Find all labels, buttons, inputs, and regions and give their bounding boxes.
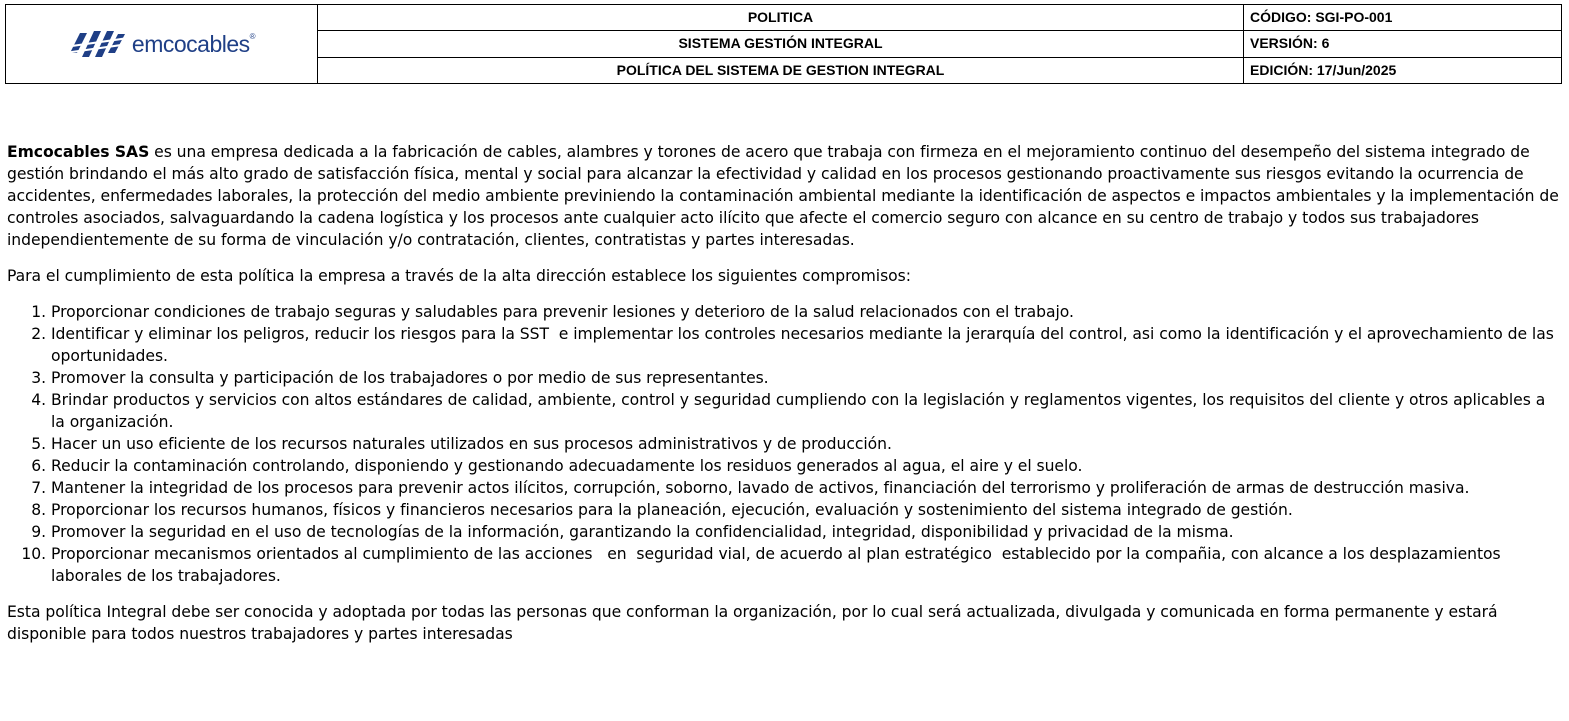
item-text: Promover la consulta y participación de los trabajadores o por medio de sus representantes. bbox=[51, 369, 769, 387]
logo-cell bbox=[6, 5, 318, 84]
list-item bbox=[7, 499, 1562, 521]
item-number: 1. bbox=[31, 303, 47, 321]
list-item bbox=[7, 543, 1562, 587]
list-item bbox=[7, 455, 1562, 477]
item-number: 6. bbox=[31, 457, 47, 475]
logo-wordmark: emcocables® bbox=[131, 30, 256, 57]
item-number: 10. bbox=[21, 545, 47, 563]
item-number: 7. bbox=[31, 479, 47, 497]
system-cell: SISTEMA GESTIÓN INTEGRAL bbox=[318, 31, 1244, 57]
document-header-table bbox=[5, 4, 1562, 84]
edition-cell: EDICIÓN: 17/Jun/2025 bbox=[1244, 57, 1562, 83]
intro-text: es una empresa dedicada a la fabricación de cables, alambres y torones de acero que trabaja con firmeza en el mejoramiento continuo del desempeño del sistema integrado de gestión brindando el más alto grado de satisfacción física, mental y social para alcanzar la efectividad y calidad en los procesos gestionando proactivamente sus riesgos evitando la ocurrencia de accidentes, enfermedades laborales, la protección del medio ambiente previniendo la contaminación ambiental mediante la identificación de aspectos e impactos ambientales y la implementación de controles asociados, salvaguardando la cadena logística y los procesos ante cualquier acto ilícito que afecte el comercio seguro con alcance en su centro de trabajo y todos sus trabajadores independientemente de su forma de vinculación y/o contratación, clientes, contratistas y partes interesadas. bbox=[7, 143, 1559, 249]
item-number: 2. bbox=[31, 325, 47, 343]
list-item bbox=[7, 477, 1562, 499]
policy-title-cell: POLÍTICA DEL SISTEMA DE GESTION INTEGRAL bbox=[318, 57, 1244, 83]
item-number: 4. bbox=[31, 391, 47, 409]
item-text: Brindar productos y servicios con altos estándares de calidad, ambiente, control y seguridad cumpliendo con la legislación y reglamentos vigentes, los requisitos del cliente y otros aplicables a la organización. bbox=[51, 391, 1551, 431]
closing-paragraph: Esta política Integral debe ser conocida y adoptada por todas las personas que conforman la organización, por lo cual será actualizada, divulgada y comunicada en forma permanente y estará disponible para todos nuestros trabajadores y partes interesadas bbox=[7, 603, 1498, 643]
list-item bbox=[7, 301, 1562, 323]
item-number: 8. bbox=[31, 501, 47, 519]
intro-paragraph bbox=[7, 141, 1562, 251]
item-text: Proporcionar condiciones de trabajo seguras y saludables para prevenir lesiones y deterioro de la salud relacionados con el trabajo. bbox=[51, 303, 1074, 321]
item-text: Identificar y eliminar los peligros, reducir los riesgos para la SST e implementar los controles necesarios mediante la jerarquía del control, asi como la identificación y el aprovechamiento de las oportunidades. bbox=[51, 325, 1559, 365]
item-text: Reducir la contaminación controlando, disponiendo y gestionando adecuadamente los residuos generados al agua, el aire y el suelo. bbox=[51, 457, 1083, 475]
item-text: Proporcionar los recursos humanos, físicos y financieros necesarios para la planeación, ejecución, evaluación y sostenimiento del sistema integrado de gestión. bbox=[51, 501, 1293, 519]
emcocables-logo-icon bbox=[68, 26, 132, 62]
company-name: Emcocables SAS bbox=[7, 143, 150, 161]
commitments-list bbox=[7, 301, 1562, 587]
list-item bbox=[7, 323, 1562, 367]
list-item bbox=[7, 521, 1562, 543]
item-text: Hacer un uso eficiente de los recursos naturales utilizados en sus procesos administrativos y de producción. bbox=[51, 435, 892, 453]
doc-type-cell: POLITICA bbox=[318, 5, 1244, 31]
item-number: 9. bbox=[31, 523, 47, 541]
company-logo bbox=[52, 5, 271, 83]
code-cell: CÓDIGO: SGI-PO-001 bbox=[1244, 5, 1562, 31]
item-text: Mantener la integridad de los procesos para prevenir actos ilícitos, corrupción, soborno, lavado de activos, financiación del terrorismo y proliferación de armas de destrucción masiva. bbox=[51, 479, 1470, 497]
commitments-lead: Para el cumplimiento de esta política la empresa a través de la alta dirección establece los siguientes compromisos: bbox=[7, 267, 911, 285]
item-number: 5. bbox=[31, 435, 47, 453]
list-item bbox=[7, 389, 1562, 433]
item-text: Promover la seguridad en el uso de tecnologías de la información, garantizando la confidencialidad, integridad, disponibilidad y privacidad de la misma. bbox=[51, 523, 1234, 541]
version-cell: VERSIÓN: 6 bbox=[1244, 31, 1562, 57]
list-item bbox=[7, 433, 1562, 455]
item-text: Proporcionar mecanismos orientados al cumplimiento de las acciones en seguridad vial, de acuerdo al plan estratégico establecido por la compañia, con alcance a los desplazamientos laborales de los trabajadores. bbox=[51, 545, 1511, 585]
policy-content bbox=[7, 141, 1562, 645]
item-number: 3. bbox=[31, 369, 47, 387]
list-item bbox=[7, 367, 1562, 389]
